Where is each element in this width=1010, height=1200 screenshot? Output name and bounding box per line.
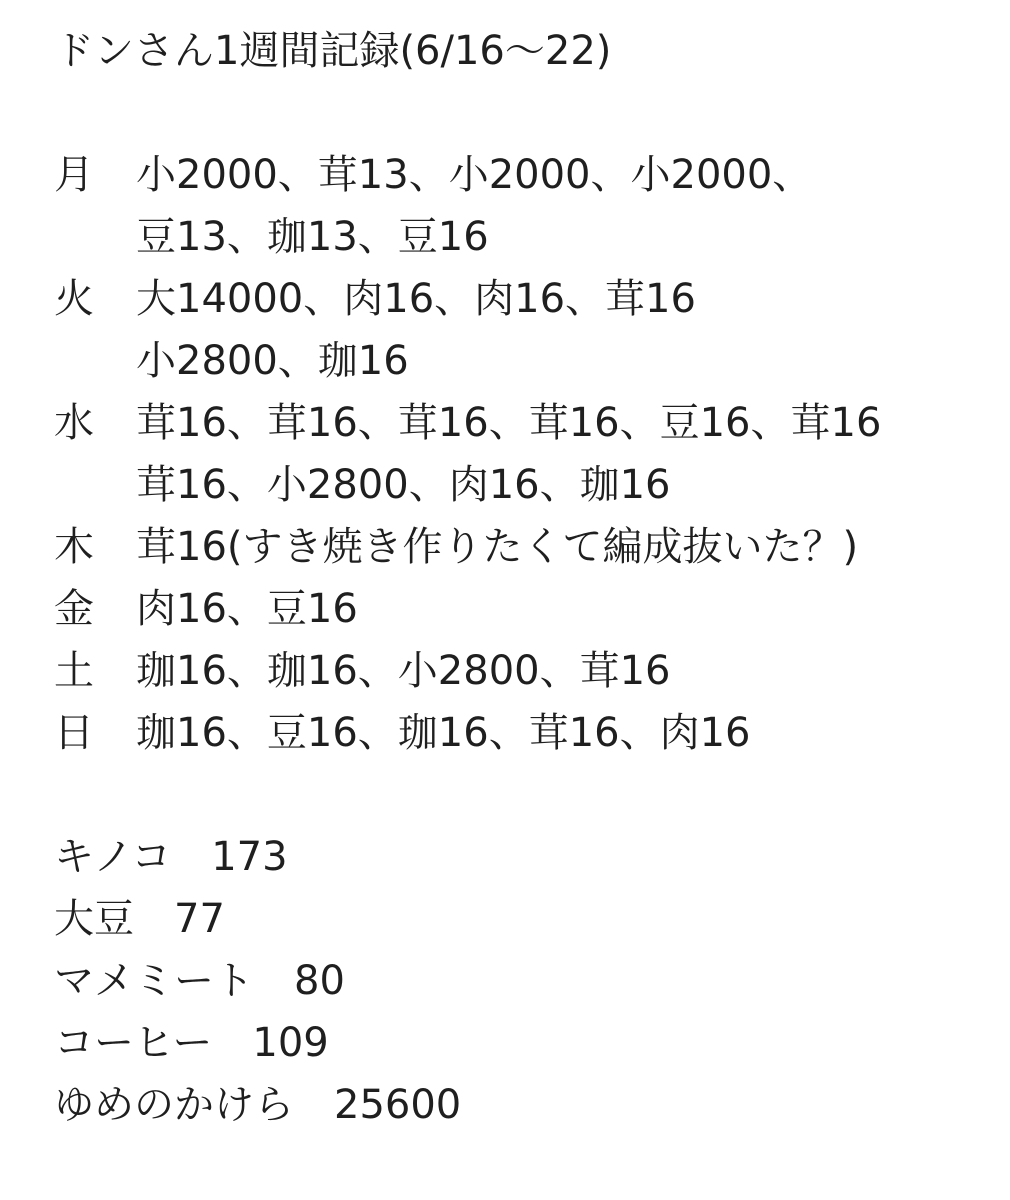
day-entry-line: 珈16、豆16、珈16、茸16、肉16	[136, 710, 751, 756]
day-entry-line: 肉16、豆16	[136, 586, 358, 632]
total-row-bean-meat: マメミート 80	[54, 958, 345, 1004]
totals-section	[54, 826, 994, 1136]
day-entry-line: 茸16、小2800、肉16、珈16	[136, 462, 671, 508]
day-entries	[136, 578, 994, 640]
day-label: 土	[54, 648, 94, 694]
day-entries	[136, 392, 994, 516]
day-label: 日	[54, 710, 94, 756]
day-entry-line: 小2000、茸13、小2000、小2000、	[136, 152, 813, 198]
note-title: ドンさん1週間記録(6/16〜22)	[54, 28, 612, 74]
day-entry-line: 茸16、茸16、茸16、茸16、豆16、茸16	[136, 400, 882, 446]
day-label: 木	[54, 524, 94, 570]
day-label: 月	[54, 152, 94, 198]
day-entries	[136, 702, 994, 764]
day-row-mon	[54, 144, 994, 268]
day-label: 火	[54, 276, 94, 322]
day-entries	[136, 268, 994, 392]
total-row-coffee: コーヒー 109	[54, 1020, 329, 1066]
day-entry-line: 小2800、珈16	[136, 338, 409, 384]
day-label: 水	[54, 400, 94, 446]
day-entries	[136, 640, 994, 702]
note-content	[54, 20, 994, 1136]
blank-line	[54, 82, 994, 144]
day-entry-line: 茸16(すき焼き作りたくて編成抜いた？)	[136, 524, 859, 570]
total-row-dream-fragments: ゆめのかけら 25600	[54, 1082, 462, 1128]
day-entry-line: 大14000、肉16、肉16、茸16	[136, 276, 696, 322]
day-label: 金	[54, 586, 94, 632]
day-row-thu	[54, 516, 994, 578]
day-entry-line: 豆13、珈13、豆16	[136, 214, 489, 260]
total-row-soybean: 大豆 77	[54, 896, 225, 942]
day-row-wed	[54, 392, 994, 516]
day-entries	[136, 516, 994, 578]
day-row-fri	[54, 578, 994, 640]
day-row-sun	[54, 702, 994, 764]
day-entries	[136, 144, 994, 268]
day-entry-line: 珈16、珈16、小2800、茸16	[136, 648, 671, 694]
day-row-sat	[54, 640, 994, 702]
total-row-mushroom: キノコ 173	[54, 834, 288, 880]
day-row-tue	[54, 268, 994, 392]
